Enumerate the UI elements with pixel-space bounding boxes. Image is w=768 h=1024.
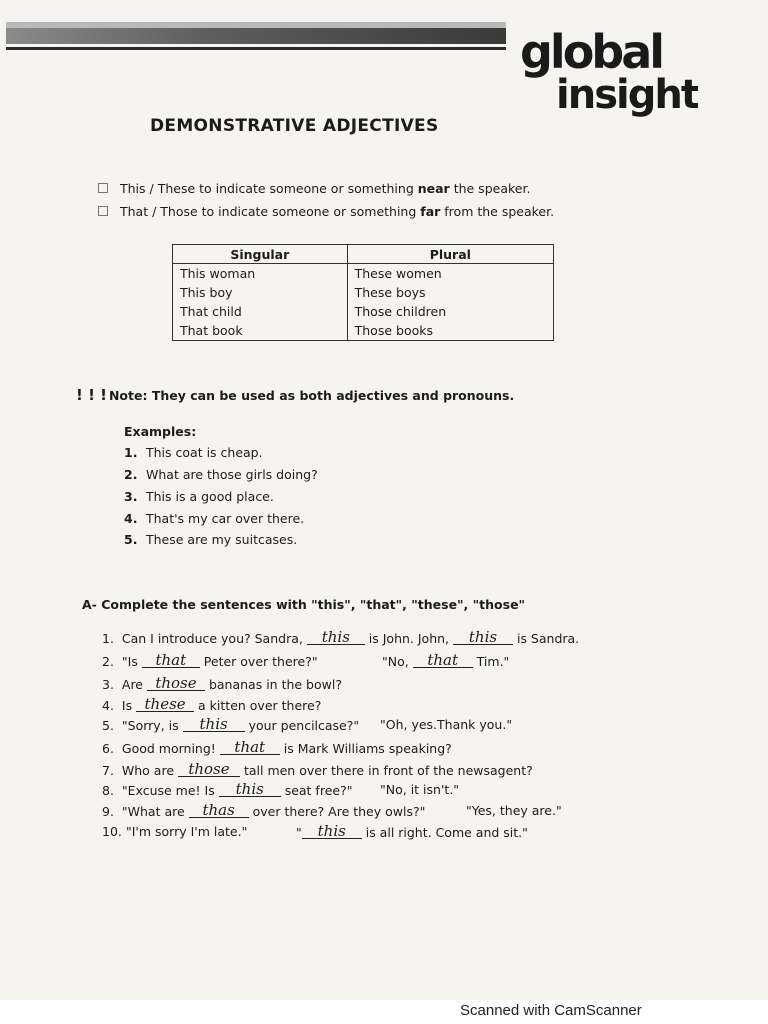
question-6: 6. Good morning! that is Mark Williams speaking? <box>102 738 452 756</box>
question-8-reply: "No, it isn't." <box>380 782 460 797</box>
note-exclamations: ! ! ! <box>76 386 107 404</box>
header-singular: Singular <box>173 245 348 264</box>
rule-far: That / Those to indicate someone or something far from the speaker. <box>98 204 554 219</box>
camscanner-watermark: Scanned with CamScanner <box>460 1002 642 1019</box>
scanner-footer <box>0 1000 768 1024</box>
question-9: 9. "What are thas over there? Are they owls?" <box>102 801 426 819</box>
answer-blank[interactable]: those <box>178 762 240 777</box>
note-text: Note: They can be used as both adjectives and pronouns. <box>108 388 515 403</box>
question-1: 1. Can I introduce you? Sandra, this is John. John, this is Sandra. <box>102 628 580 646</box>
question-10-text: "I'm sorry I'm late." <box>126 824 248 839</box>
table-row: This boy These boys <box>173 283 554 302</box>
example-item: 2. What are those girls doing? <box>124 467 318 482</box>
header-plural: Plural <box>347 245 553 264</box>
exercise-title: A- Complete the sentences with "this", "that", "these", "those" <box>82 597 526 612</box>
example-item: 1. This coat is cheap. <box>124 445 263 460</box>
example-item: 3. This is a good place. <box>124 489 274 504</box>
question-7: 7. Who are those tall men over there in front of the newsagent? <box>102 760 533 778</box>
question-9-reply: "Yes, they are." <box>466 803 562 818</box>
header-bar-highlight <box>6 22 506 28</box>
checkbox-icon <box>98 183 108 193</box>
logo-line2: insight <box>556 72 698 118</box>
table-row: That child Those children <box>173 302 554 321</box>
logo-line1: global <box>520 25 663 79</box>
example-item: 5. These are my suitcases. <box>124 532 298 547</box>
answer-blank[interactable]: this <box>219 782 281 797</box>
question-2: 2. "Is that Peter over there?" <box>102 651 318 669</box>
examples-title: Examples: <box>124 424 197 439</box>
demonstratives-table <box>172 244 554 341</box>
question-5-reply: "Oh, yes.Thank you." <box>380 717 513 732</box>
page-title: DEMONSTRATIVE ADJECTIVES <box>150 116 439 136</box>
answer-blank[interactable]: this <box>183 717 245 732</box>
question-3: 3. Are those bananas in the bowl? <box>102 674 342 692</box>
note <box>76 386 514 404</box>
question-4: 4. Is these a kitten over there? <box>102 695 322 713</box>
answer-blank[interactable]: this <box>302 824 362 839</box>
answer-blank[interactable]: that <box>220 740 280 755</box>
table-row: That book Those books <box>173 321 554 341</box>
question-8: 8. "Excuse me! Is this seat free?" <box>102 780 353 798</box>
question-2-reply: "No, that Tim." <box>382 651 510 669</box>
table-header-row <box>173 245 554 264</box>
question-5: 5. "Sorry, is this your pencilcase?" <box>102 715 360 733</box>
example-item: 4. That's my car over there. <box>124 511 305 526</box>
answer-blank[interactable]: those <box>147 676 205 691</box>
checkbox-icon <box>98 206 108 216</box>
answer-blank[interactable]: that <box>413 653 473 668</box>
answer-blank[interactable]: that <box>142 653 200 668</box>
question-10: 10. <box>102 824 122 839</box>
rule-near: This / These to indicate someone or something near the speaker. <box>98 181 530 196</box>
table-row: This woman These women <box>173 264 554 284</box>
header-bar-thin <box>6 47 506 50</box>
question-10-reply: " this is all right. Come and sit." <box>296 822 528 840</box>
global-insight-logo <box>518 20 698 120</box>
answer-blank[interactable]: this <box>307 630 365 645</box>
header-bars <box>6 22 506 52</box>
answer-blank[interactable]: this <box>453 630 513 645</box>
answer-blank[interactable]: thas <box>189 803 249 818</box>
answer-blank[interactable]: these <box>136 697 194 712</box>
